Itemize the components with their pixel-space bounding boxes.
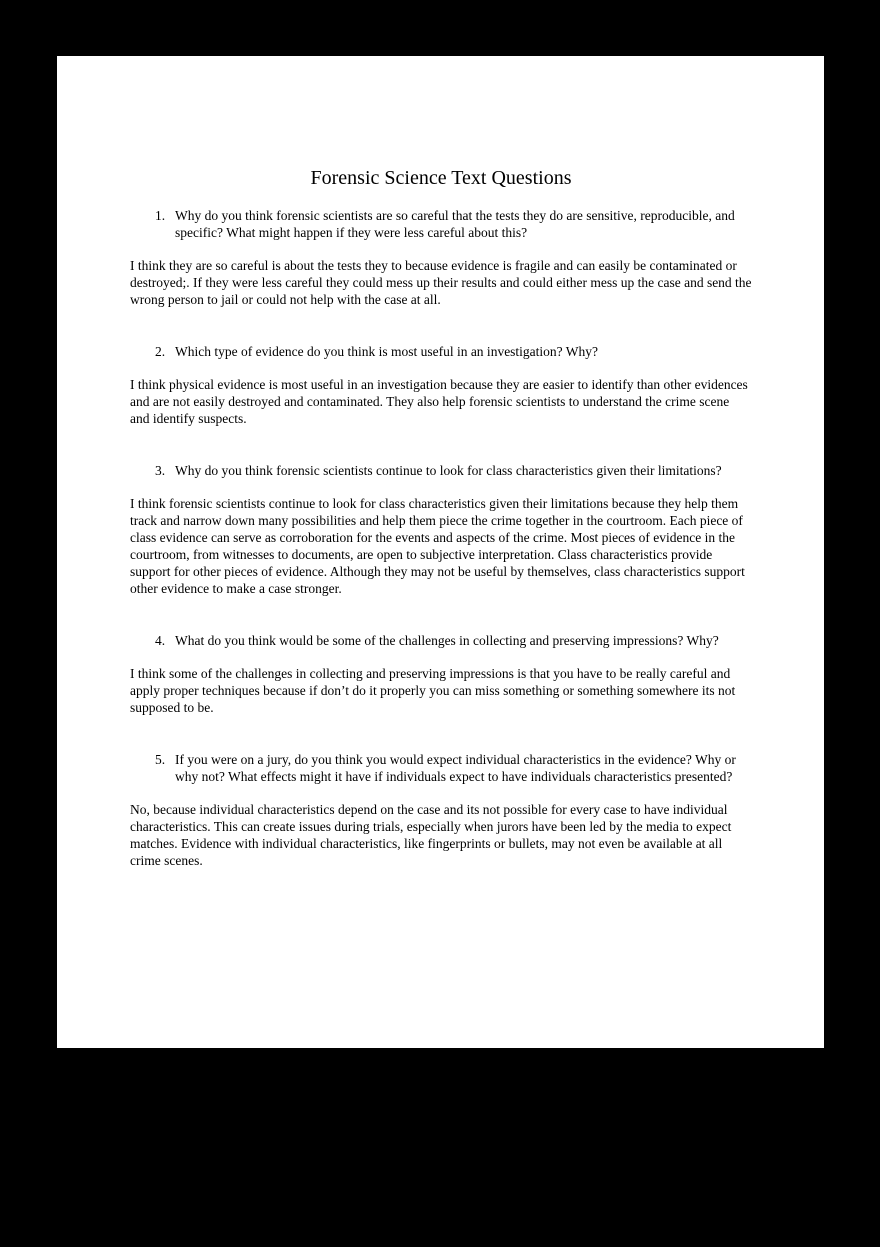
document-page <box>57 56 824 1048</box>
question-text: If you were on a jury, do you think you would expect individual characteristics in the evidence? Why or why not? What effects might it have if individuals expect to have individuals characteristics presented? <box>175 752 736 784</box>
question-number: 3. <box>155 463 166 478</box>
document-title: Forensic Science Text Questions <box>310 167 572 189</box>
question-block <box>130 207 752 241</box>
question-block <box>130 343 752 360</box>
document-content <box>57 56 824 869</box>
question-number: 1. <box>155 208 166 223</box>
question-number: 2. <box>155 344 166 359</box>
qa-item <box>130 207 752 308</box>
question-block <box>130 751 752 785</box>
qa-item <box>130 632 752 716</box>
answer-text: I think they are so careful is about the tests they to because evidence is fragile and can easily be contaminated or destroyed;. If they were less careful they could mess up their results and could either mess up the case and send the wrong person to jail or could not help with the case at all. <box>130 258 752 307</box>
qa-item <box>130 462 752 597</box>
question-text: What do you think would be some of the challenges in collecting and preserving impressions? Why? <box>175 633 719 648</box>
answer-text: I think some of the challenges in collecting and preserving impressions is that you have to be really careful and apply proper techniques because if don’t do it properly you can miss something or something somewhere its not supposed to be. <box>130 666 736 715</box>
question-number: 4. <box>155 633 166 648</box>
question-block <box>130 632 752 649</box>
question-block <box>130 462 752 479</box>
answer-text: No, because individual characteristics depend on the case and its not possible for every case to have individual characteristics. This can create issues during trials, especially when jurors have been led by the media to expect matches. Evidence with individual characteristics, like fingerprints or bullets, may not even be available at all crime scenes. <box>130 802 732 868</box>
qa-list <box>130 207 752 869</box>
answer-text: I think physical evidence is most useful in an investigation because they are easier to identify than other evidences and are not easily destroyed and contaminated. They also help forensic scientists to understand the crime scene and identify suspects. <box>130 377 748 426</box>
answer-text: I think forensic scientists continue to look for class characteristics given their limitations because they help them track and narrow down many possibilities and help them piece the crime together in the courtroom. Each piece of class evidence can serve as corroboration for the events and aspects of the crime. Most pieces of evidence in the courtroom, from witnesses to documents, are open to subjective interpretation. Class characteristics provide support for other pieces of evidence. Although they may not be useful by themselves, class characteristics support other evidence to make a case stronger. <box>130 496 745 596</box>
question-number: 5. <box>155 752 166 767</box>
question-text: Why do you think forensic scientists continue to look for class characteristics given their limitations? <box>175 463 722 478</box>
qa-item <box>130 751 752 869</box>
question-text: Why do you think forensic scientists are so careful that the tests they do are sensitive, reproducible, and specific? What might happen if they were less careful about this? <box>175 208 735 240</box>
question-text: Which type of evidence do you think is most useful in an investigation? Why? <box>175 344 599 359</box>
qa-item <box>130 343 752 427</box>
